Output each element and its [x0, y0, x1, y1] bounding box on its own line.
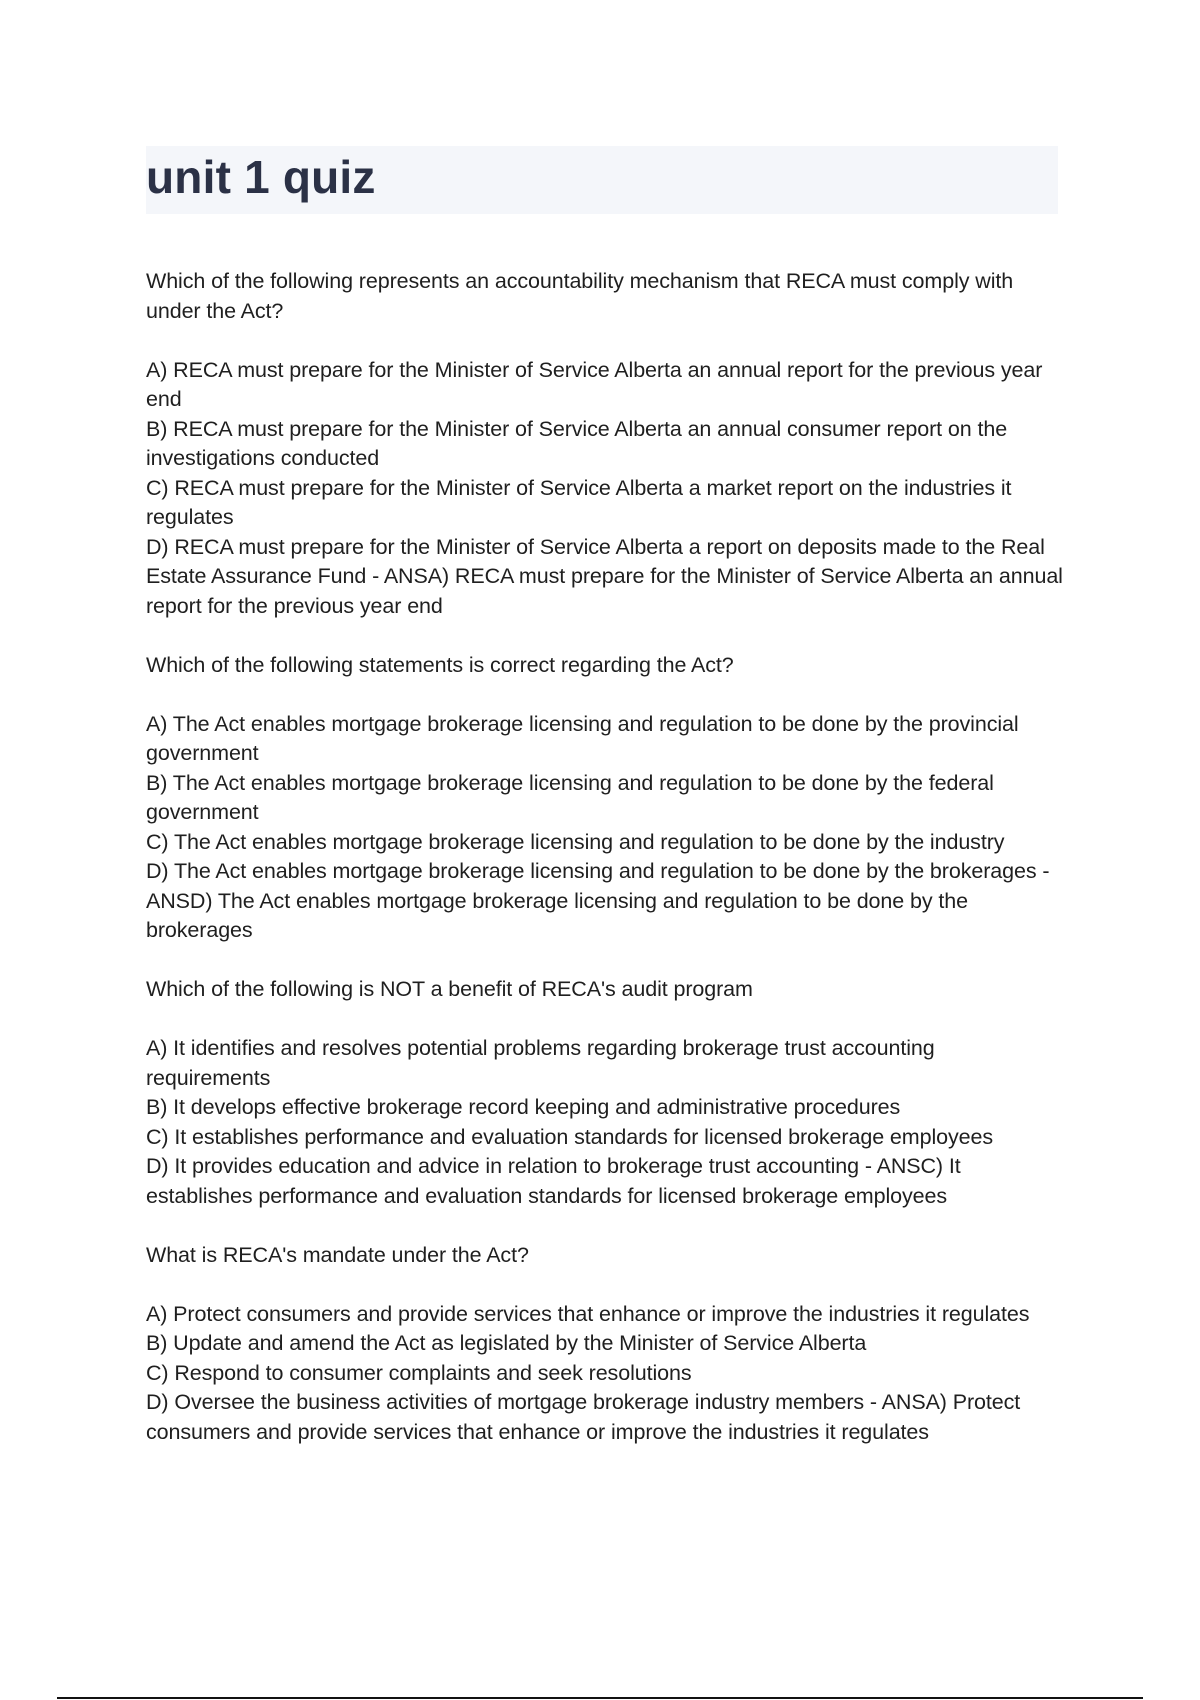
option-d-3: D) It provides education and advice in relation to brokerage trust accounting - ANSC) It establishes performance and evaluation standards for licensed brokerage employees [146, 1154, 961, 1208]
page-title: unit 1 quiz [146, 151, 376, 203]
option-d-1: D) RECA must prepare for the Minister of Service Alberta a report on deposits made to the Real Estate Assurance Fund - ANSA) RECA must prepare for the Minister of Service Alberta an annual report for the previous year end [146, 534, 1063, 618]
options-list-2 [146, 710, 1064, 946]
option-c-2: C) The Act enables mortgage brokerage licensing and regulation to be done by the industry [146, 829, 1005, 854]
question-text-1: Which of the following represents an accountability mechanism that RECA must comply with under the Act? [146, 269, 1014, 323]
quiz-content [146, 267, 1064, 1477]
question-text-2: Which of the following statements is correct regarding the Act? [146, 652, 734, 677]
question-text-3: Which of the following is NOT a benefit of RECA's audit program [146, 977, 753, 1001]
option-c-3: C) It establishes performance and evaluation standards for licensed brokerage employees [146, 1124, 993, 1149]
option-a-1: A) RECA must prepare for the Minister of Service Alberta an annual report for the previous year end [146, 357, 1043, 411]
question-text-4: What is RECA's mandate under the Act? [146, 1242, 529, 1267]
option-c-1: C) RECA must prepare for the Minister of Service Alberta a market report on the industries it regulates [146, 475, 1012, 529]
question-block-3 [146, 975, 1064, 1211]
question-block-2 [146, 651, 1064, 946]
option-c-4: C) Respond to consumer complaints and seek resolutions [146, 1360, 692, 1385]
title-banner [146, 146, 1058, 214]
option-a-4: A) Protect consumers and provide services that enhance or improve the industries it regulates [146, 1301, 1030, 1326]
option-b-1: B) RECA must prepare for the Minister of Service Alberta an annual consumer report on the investigations conducted [146, 416, 1008, 470]
question-block-4 [146, 1241, 1064, 1448]
options-list-1 [146, 356, 1064, 622]
option-b-4: B) Update and amend the Act as legislated by the Minister of Service Alberta [146, 1331, 867, 1355]
page-bottom-rule [57, 1697, 1143, 1699]
options-list-3 [146, 1034, 1064, 1211]
question-block-1 [146, 267, 1064, 621]
option-a-2: A) The Act enables mortgage brokerage licensing and regulation to be done by the provincial government [146, 711, 1019, 765]
option-b-3: B) It develops effective brokerage record keeping and administrative procedures [146, 1095, 901, 1119]
option-a-3: A) It identifies and resolves potential problems regarding brokerage trust accounting requirements [146, 1036, 935, 1090]
options-list-4 [146, 1300, 1064, 1448]
option-d-4: D) Oversee the business activities of mortgage brokerage industry members - ANSA) Protect consumers and provide services that enhance or improve the industries it regulates [146, 1390, 1021, 1444]
option-b-2: B) The Act enables mortgage brokerage licensing and regulation to be done by the federal government [146, 770, 994, 824]
option-d-2: D) The Act enables mortgage brokerage licensing and regulation to be done by the brokerages - ANSD) The Act enables mortgage brokerage licensing and regulation to be done by the brokerages [146, 859, 1050, 942]
